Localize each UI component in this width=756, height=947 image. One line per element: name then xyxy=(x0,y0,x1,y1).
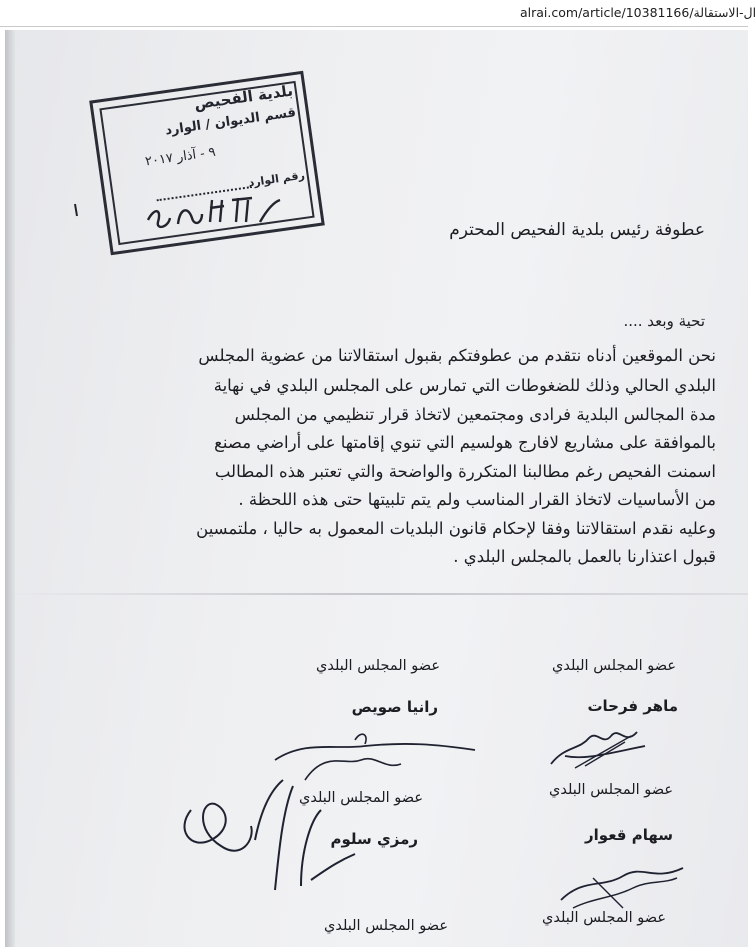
stamp-department: قسم الديوان / الوارد xyxy=(164,105,297,139)
paper-fold xyxy=(5,593,748,595)
stamp-date: ٩ - آذار ٢٠١٧ xyxy=(144,144,217,170)
stamp-register-label: رقم الوارد xyxy=(247,168,306,190)
margin-mark xyxy=(71,202,83,218)
address-url[interactable]: alrai.com/article/10381166/ال-الاستقالة xyxy=(520,5,756,20)
letter-addressee: عطوفة رئيس بلدية الفحيص المحترم xyxy=(449,220,705,240)
signatory-name: رمزي سلوم xyxy=(330,830,418,848)
signature-ramzi xyxy=(171,770,361,900)
letter-photo xyxy=(5,30,748,947)
signature-siham xyxy=(553,848,693,918)
signatory-role: عضو المجلس البلدي xyxy=(549,782,673,798)
stamp-title: بلدية الفحيص xyxy=(193,81,294,114)
signatory-role: عضو المجلس البلدي xyxy=(552,658,676,674)
body-line: وعليه نقدم استقالاتنا وفقا لإحكام قانون البلديات المعمول به حاليا ، ملتمسين xyxy=(196,519,716,538)
signatory-role: عضو المجلس البلدي xyxy=(324,918,448,934)
register-number-handwriting xyxy=(140,178,300,238)
body-line: اسمنت الفحيص رغم مطالبنا المتكررة والواضحة والتي تعتبر هذه المطالب xyxy=(214,462,716,481)
signatory-name: ماهر فرحات xyxy=(587,697,678,715)
signatory-role: عضو المجلس البلدي xyxy=(299,790,423,806)
body-line: قبول اعتذارنا بالعمل بالمجلس البلدي . xyxy=(453,547,716,566)
signatory-name: رانيا صويص xyxy=(351,698,438,716)
body-line: نحن الموقعين أدناه نتقدم من عطوفتكم بقبول استقالاتنا من عضوية المجلس xyxy=(198,346,716,365)
signatory-role: عضو المجلس البلدي xyxy=(542,910,666,926)
signatory-name: سهام قعوار xyxy=(585,826,673,844)
browser-address-bar[interactable] xyxy=(0,0,756,27)
letter-greeting: تحية وبعد .... xyxy=(623,312,705,330)
body-line: بالموافقة على مشاريع لافارج هولسيم التي تنوي إقامتها على أراضي مصنع xyxy=(214,433,716,452)
signatory-role: عضو المجلس البلدي xyxy=(316,658,440,674)
body-line: البلدي الحالي وذلك للضغوطات التي تمارس على المجلس البلدي في نهاية xyxy=(213,376,716,395)
signature-maher xyxy=(545,716,655,776)
body-line: مدة المجالس البلدية فرادى ومجتمعين لاتخاذ قرار تنظيمي من المجلس xyxy=(234,405,716,424)
body-line: من الأساسيات لاتخاذ القرار المناسب ولم يتم تلبيتها حتى هذه اللحظة . xyxy=(238,490,716,509)
